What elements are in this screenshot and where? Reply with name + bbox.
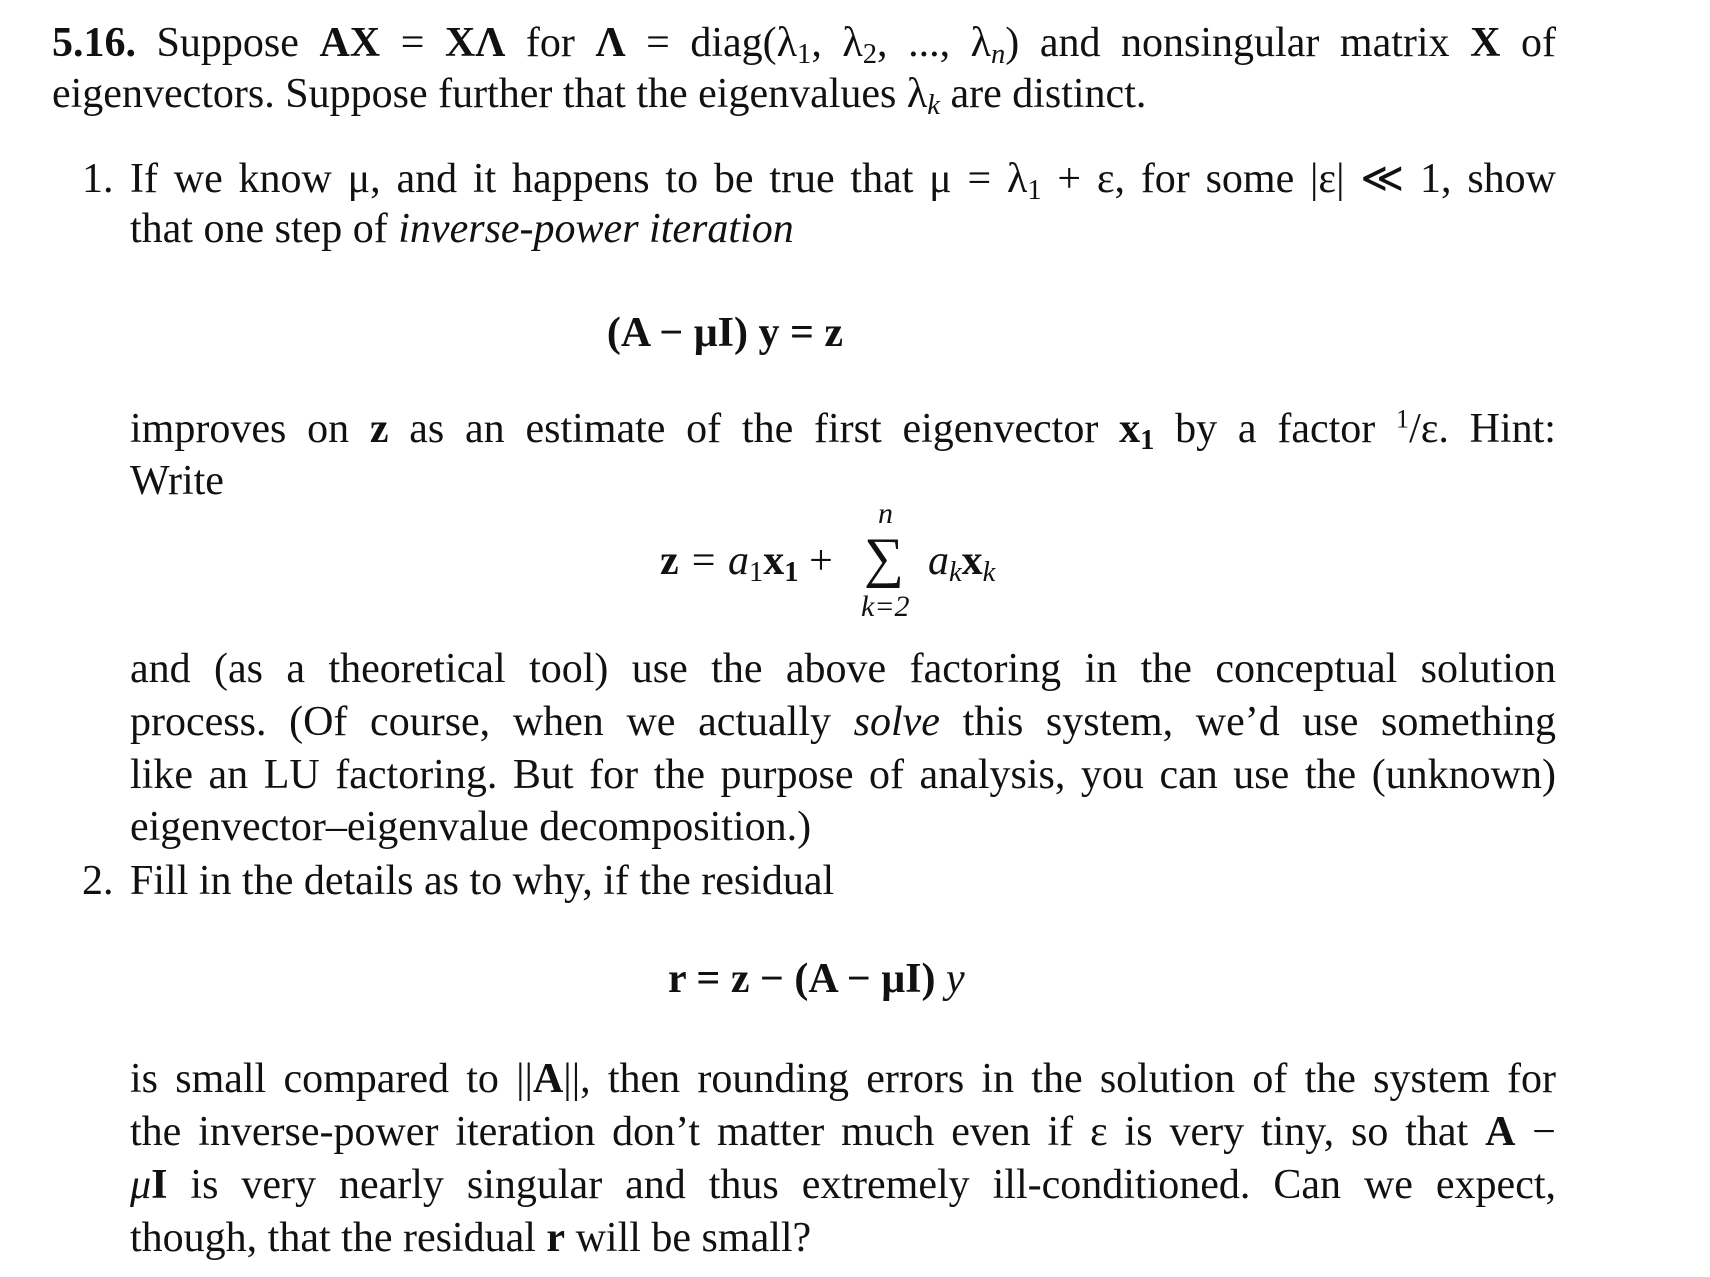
part1-line-3: improves on z as an estimate of the first eigenvector $x_1$ by a factor $^1$/ε. Hint:: [130, 404, 1556, 457]
part2-line-3: the inverse-power iteration don’t matter much even if ε is very tiny, so that A −: [130, 1109, 1556, 1155]
equation-eigen-expansion: $z = a_1x_1$ +: [660, 538, 833, 589]
part2-line-2: is small compared to ||A||, then rounding errors in the solution of the system for: [130, 1056, 1556, 1102]
part2-line-5: though, that the residual r will be small?: [130, 1215, 812, 1261]
sum-lower-limit: k=2: [861, 590, 910, 623]
part1-label: 1.: [82, 156, 114, 202]
part1-line-1: If we know μ, and it happens to be true that $\mu = \lambda_1 + \varepsilon$, for some |ε| ≪ 1, show: [130, 156, 1556, 207]
part1-line-8: eigenvector–eigenvalue decomposition.): [130, 804, 812, 850]
sum-upper-limit: n: [878, 497, 893, 530]
equation-inverse-power: (A − μI) y = z: [606, 310, 844, 356]
part2-label: 2.: [82, 858, 114, 904]
problem-number: 5.16.: [52, 20, 136, 66]
part1-line-2: that one step of inverse-power iteration: [130, 206, 794, 252]
part1-line-5: and (as a theoretical tool) use the above factoring in the conceptual solution: [130, 646, 1556, 692]
problem-intro-line-1: 5.16. Suppose AX = XΛ for $\Lambda = diag(\lambda_1$, $\lambda_2$, ..., $\lambda_n$) and nonsingular matrix X of: [52, 20, 1556, 71]
part2-line-4: μI is very nearly singular and thus extremely ill-conditioned. Can we expect,: [130, 1162, 1556, 1208]
equation-residual: r = z − (A − μI) y: [668, 956, 965, 1002]
part1-line-6: process. (Of course, when we actually solve this system, we’d use something: [130, 699, 1556, 745]
part2-line-1: Fill in the details as to why, if the residual: [130, 858, 835, 904]
part1-line-4: Write: [130, 458, 224, 504]
part1-line-7: like an LU factoring. But for the purpose of analysis, you can use the (unknown): [130, 752, 1556, 798]
sum-term: $a_kx_k$: [928, 538, 996, 589]
problem-intro-line-2: eigenvectors. Suppose further that the eigenvalues $\lambda_k$ are distinct.: [52, 71, 1147, 122]
sum-symbol: ∑: [864, 527, 904, 589]
